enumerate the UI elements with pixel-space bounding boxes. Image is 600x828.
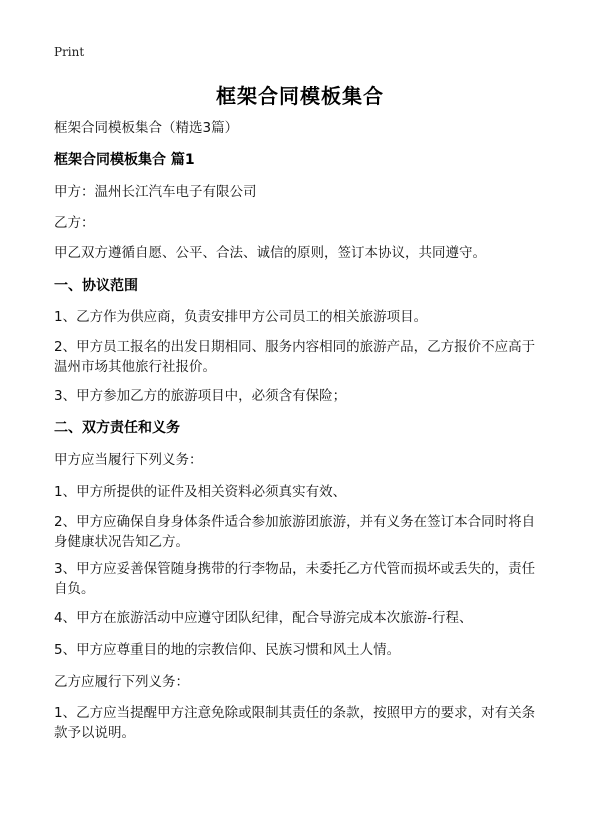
party-a-duty-4: 4、甲方在旅游活动中应遵守团队纪律，配合导游完成本次旅游-行程、: [54, 610, 473, 626]
party-b-duty-1: 1、乙方应当提醒甲方注意免除或限制其责任的条款，按照甲方的要求，对有关条款予以说明。: [54, 705, 536, 741]
section-heading-duties: 二、双方责任和义务: [54, 420, 180, 436]
scope-item-1: 1、乙方作为供应商，负责安排甲方公司员工的相关旅游项目。: [54, 309, 428, 325]
article-heading: 框架合同模板集合 篇1: [54, 152, 195, 168]
document-subtitle: 框架合同模板集合（精选3篇）: [54, 120, 239, 136]
party-a-duty-2: 2、甲方应确保自身身体条件适合参加旅游团旅游，并有义务在签订本合同时将自身健康状况告知乙方。: [54, 514, 536, 550]
party-b-line: 乙方：: [54, 215, 95, 231]
party-a-duty-5: 5、甲方应尊重目的地的宗教信仰、民族习惯和风土人情。: [54, 642, 401, 658]
party-a-duty-1: 1、甲方所提供的证件及相关资料必须真实有效、: [54, 484, 347, 500]
print-link[interactable]: Print: [54, 45, 85, 59]
section-heading-scope: 一、协议范围: [54, 278, 138, 294]
party-a-line: 甲方：温州长江汽车电子有限公司: [54, 184, 257, 200]
party-a-duties-intro: 甲方应当履行下列义务：: [54, 452, 203, 468]
preamble-paragraph: 甲乙双方遵循自愿、公平、合法、诚信的原则，签订本协议，共同遵守。: [54, 245, 486, 261]
party-a-duty-3: 3、甲方应妥善保管随身携带的行李物品，未委托乙方代管而损坏或丢失的，责任自负。: [54, 561, 536, 597]
party-b-duties-intro: 乙方应履行下列义务：: [54, 674, 189, 690]
document-title: 框架合同模板集合: [216, 84, 384, 108]
scope-item-2: 2、甲方员工报名的出发日期相同、服务内容相同的旅游产品，乙方报价不应高于温州市场其他旅行社报价。: [54, 339, 536, 375]
scope-item-3: 3、甲方参加乙方的旅游项目中，必须含有保险；: [54, 388, 347, 404]
